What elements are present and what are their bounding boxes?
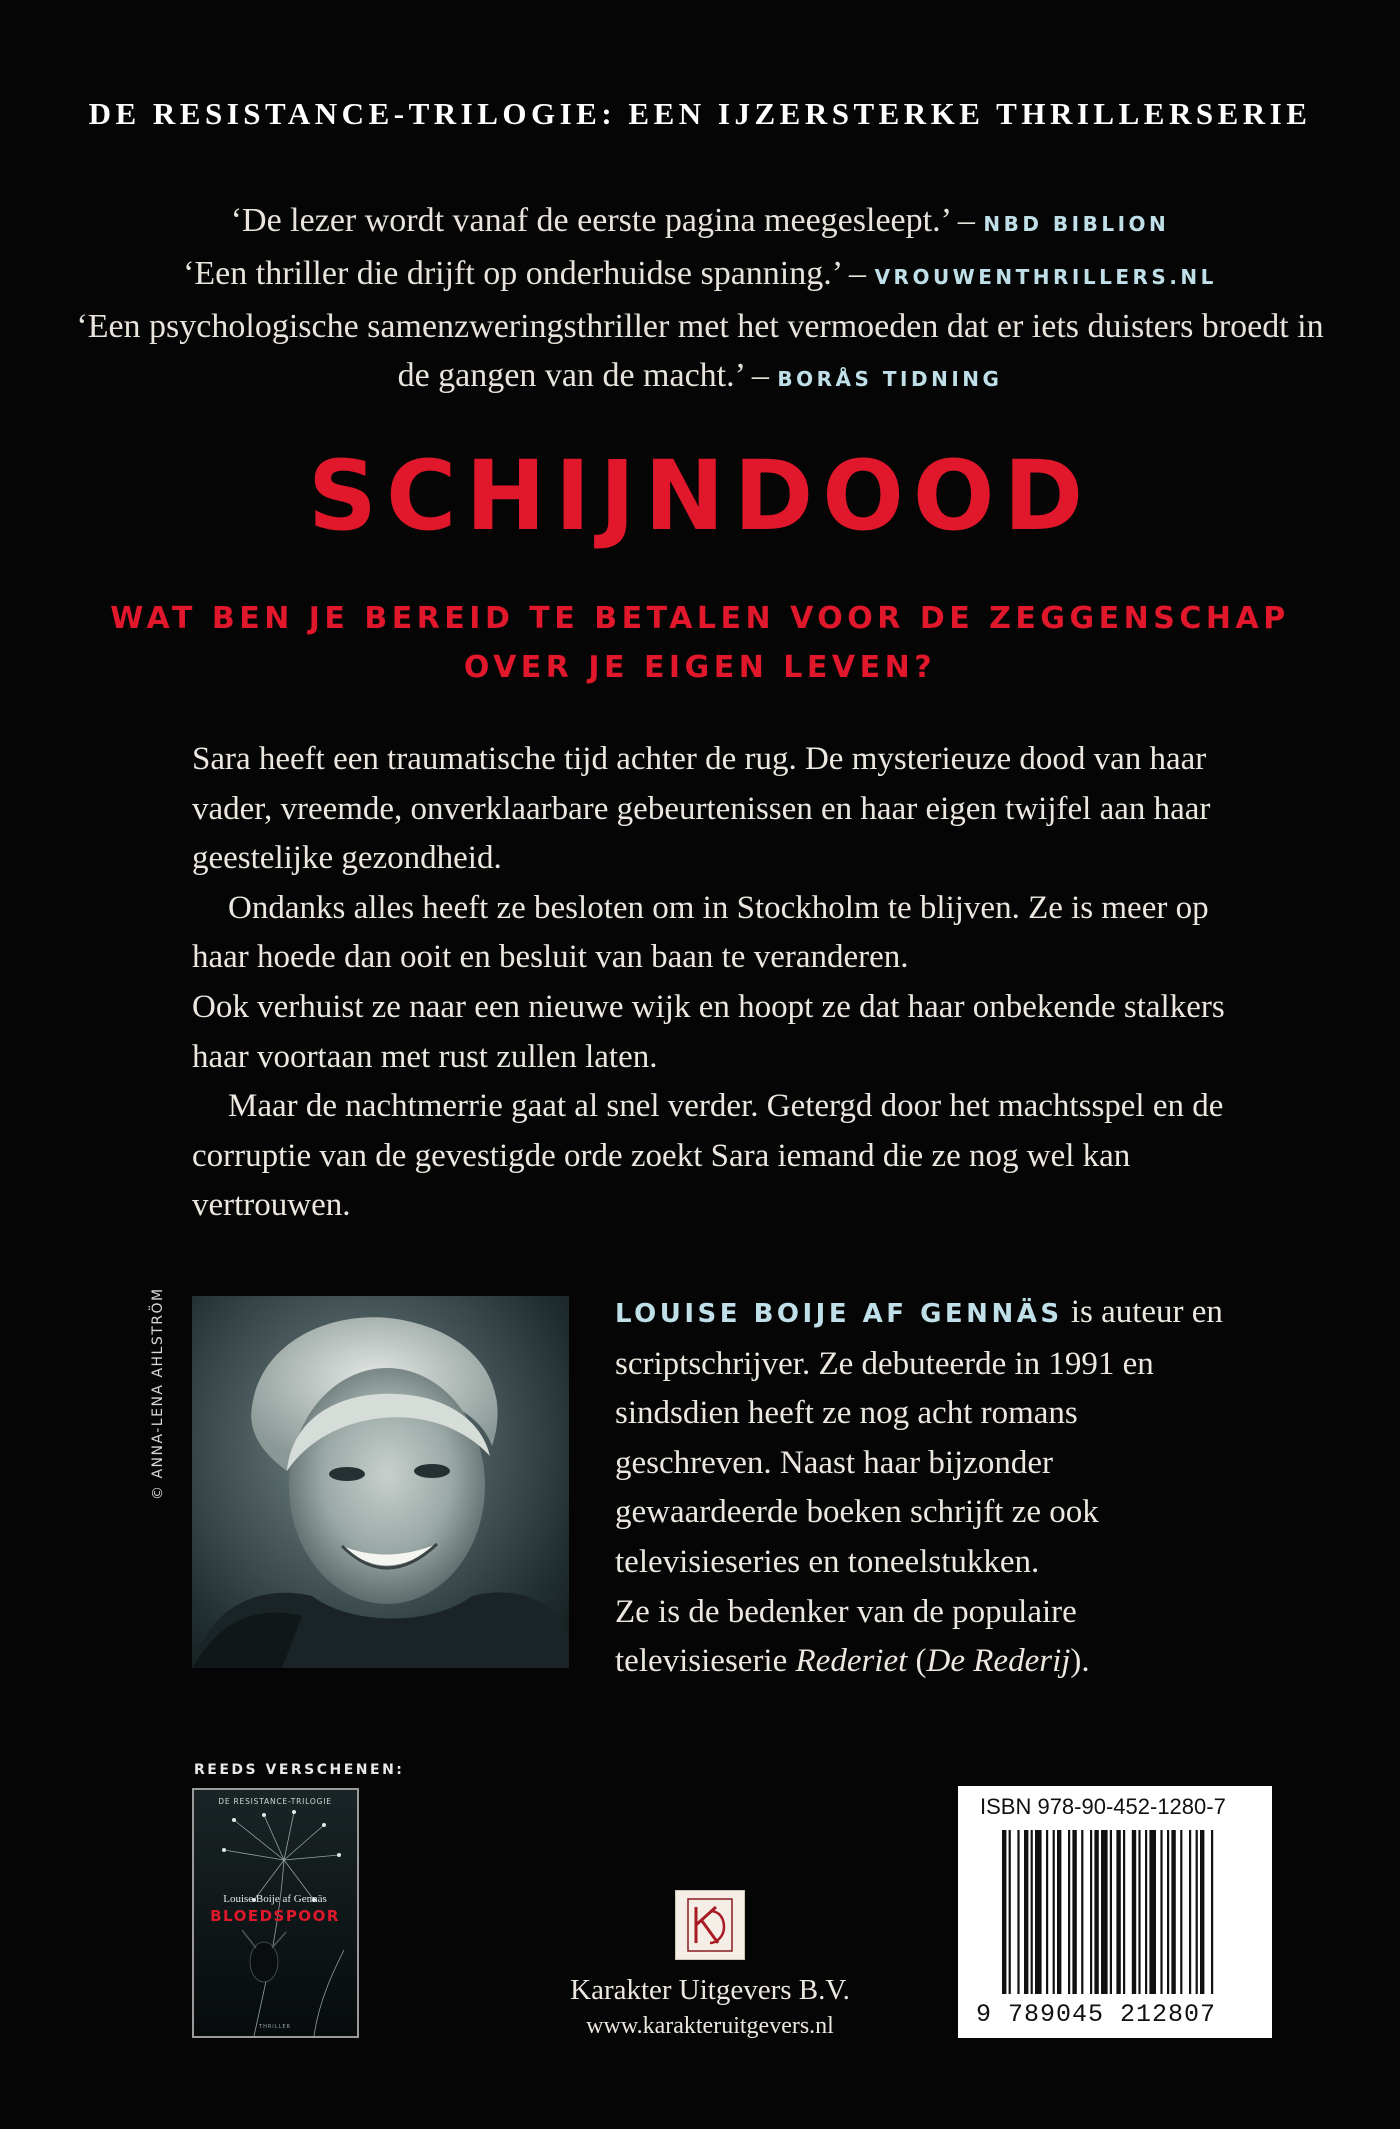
barcode-bar (1090, 1830, 1092, 1994)
barcode-bar (1200, 1830, 1204, 1994)
quote-source: VROUWENTHRILLERS.NL (874, 265, 1217, 289)
barcode-bar (1068, 1830, 1070, 1994)
publisher-url: www.karakteruitgevers.nl (586, 2013, 834, 2039)
publisher-logo-mark (676, 1891, 744, 1959)
review-quote (60, 196, 1340, 249)
blurb-paragraph: Maar de nachtmerrie gaat al snel verder. Getergd door het machtsspel en de corruptie van de gevestigde orde zoekt Sara iemand die ze nog wel kan vertrouwen. (192, 1088, 1224, 1224)
author-photo (192, 1296, 569, 1668)
cover-title-text: BLOEDSPOOR (210, 1907, 340, 1925)
quote-text: ‘Een psychologische samenzweringsthriller met het vermoeden dat er iets duisters broedt in de gangen van de macht.’ – (76, 308, 1324, 394)
barcode-bar (1101, 1830, 1108, 1994)
barcode-bar (1053, 1830, 1055, 1994)
barcode-bar (1009, 1830, 1011, 1994)
tagline-line: OVER JE EIGEN LEVEN? (463, 650, 937, 685)
quote-source: BORÅS TIDNING (777, 367, 1003, 391)
quote-text: ‘De lezer wordt vanaf de eerste pagina meegesleept.’ – (230, 202, 975, 239)
publisher-name: Karakter Uitgevers B.V. (570, 1974, 850, 2006)
barcode-bar (1180, 1830, 1182, 1994)
barcode-bar (1132, 1830, 1136, 1994)
barcode-bar (1149, 1830, 1156, 1994)
cover-series-text: DE RESISTANCE-TRILOGIE (218, 1797, 332, 1806)
blurb (192, 735, 1272, 1231)
barcode-bar (1196, 1830, 1198, 1994)
previous-book-cover (192, 1788, 359, 2038)
tv-series-title: Rederiet (795, 1643, 908, 1680)
previous-book-cover-art (194, 1790, 357, 2036)
author-bio-paragraph (615, 1588, 1225, 1687)
barcode-bar (1081, 1830, 1083, 1994)
photo-credit-text: © ANNA-LENA AHLSTRÖM (150, 1287, 166, 1500)
barcode-bar (1002, 1830, 1006, 1994)
author-bio-paragraph (615, 1288, 1225, 1588)
barcode-bar (1123, 1830, 1125, 1994)
barcode-bar (1171, 1830, 1175, 1994)
barcode-bar (1167, 1830, 1169, 1994)
barcode-bar (1110, 1830, 1112, 1994)
tv-series-translation: De Rederij (926, 1643, 1071, 1680)
barcode-bar (1035, 1830, 1042, 1994)
blurb-paragraph: Ook verhuist ze naar een nieuwe wijk en hoopt ze dat haar onbekende stalkers haar voortaan met rust zullen laten. (192, 988, 1225, 1075)
quote-source: NBD BIBLION (983, 212, 1170, 236)
author-bio-text: is auteur en scriptschrijver. Ze debuteerde in 1991 en sindsdien heeft ze nog acht romans geschreven. Naast haar bijzonder gewaardeerde boeken schrijft ze ook televisieseries en toneelstukken. (615, 1294, 1223, 1580)
punctuation: ). (1070, 1643, 1090, 1680)
review-quotes (60, 196, 1340, 404)
blurb-paragraph: Sara heeft een traumatische tijd achter de rug. De mysterieuze dood van haar vader, vreemde, onverklaarbare gebeurtenissen en haar eigen twijfel aan haar geestelijke gezondheid. (192, 741, 1211, 877)
tagline-line: WAT BEN JE BEREID TE BETALEN VOOR DE ZEGGENSCHAP (110, 601, 1290, 636)
barcode-bar (1094, 1830, 1098, 1994)
barcode-bar (1145, 1830, 1147, 1994)
barcode (958, 1786, 1272, 2038)
barcode-bar (1057, 1830, 1061, 1994)
previously-published-label: REEDS VERSCHENEN: (194, 1762, 405, 1778)
tagline (0, 594, 1400, 692)
review-quote (60, 249, 1340, 302)
barcode-bar (1116, 1830, 1120, 1994)
barcode-bar (1031, 1830, 1033, 1994)
author-bio (615, 1288, 1225, 1687)
book-title: SCHIJNDOOD (307, 440, 1093, 552)
quote-text: ‘Een thriller die drijft op onderhuidse spanning.’ – (183, 255, 867, 292)
author-name: LOUISE BOIJE AF GENNÄS (615, 1299, 1063, 1329)
publisher (560, 1890, 860, 2040)
barcode-bar (1017, 1830, 1019, 1994)
isbn-text: ISBN 978-90-452-1280-7 (980, 1794, 1226, 1819)
cover-footer-text: THRILLER (259, 2024, 291, 2030)
barcode-digits: 9 789045 212807 (976, 2000, 1217, 2029)
punctuation: ( (907, 1643, 927, 1680)
publisher-logo-icon (675, 1890, 745, 1960)
author-portrait-image (192, 1296, 569, 1668)
barcode-bar (1138, 1830, 1140, 1994)
review-quote (60, 302, 1340, 404)
barcode-bar (1211, 1830, 1213, 1994)
barcode-bar (1160, 1830, 1162, 1994)
author-bio-text: Ze is de bedenker van de populaire televisieserie (615, 1593, 1077, 1680)
barcode-bar (1189, 1830, 1191, 1994)
cover-author-text: Louise Boije af Gennäs (223, 1893, 327, 1905)
barcode-bar (1024, 1830, 1028, 1994)
blurb-paragraph: Ondanks alles heeft ze besloten om in Stockholm te blijven. Ze is meer op haar hoede dan ooit en besluit van baan te veranderen. (192, 889, 1209, 976)
series-header: DE RESISTANCE-TRILOGIE: EEN IJZERSTERKE THRILLERSERIE (88, 96, 1312, 131)
barcode-bar (1072, 1830, 1076, 1994)
barcode-bar (1046, 1830, 1048, 1994)
